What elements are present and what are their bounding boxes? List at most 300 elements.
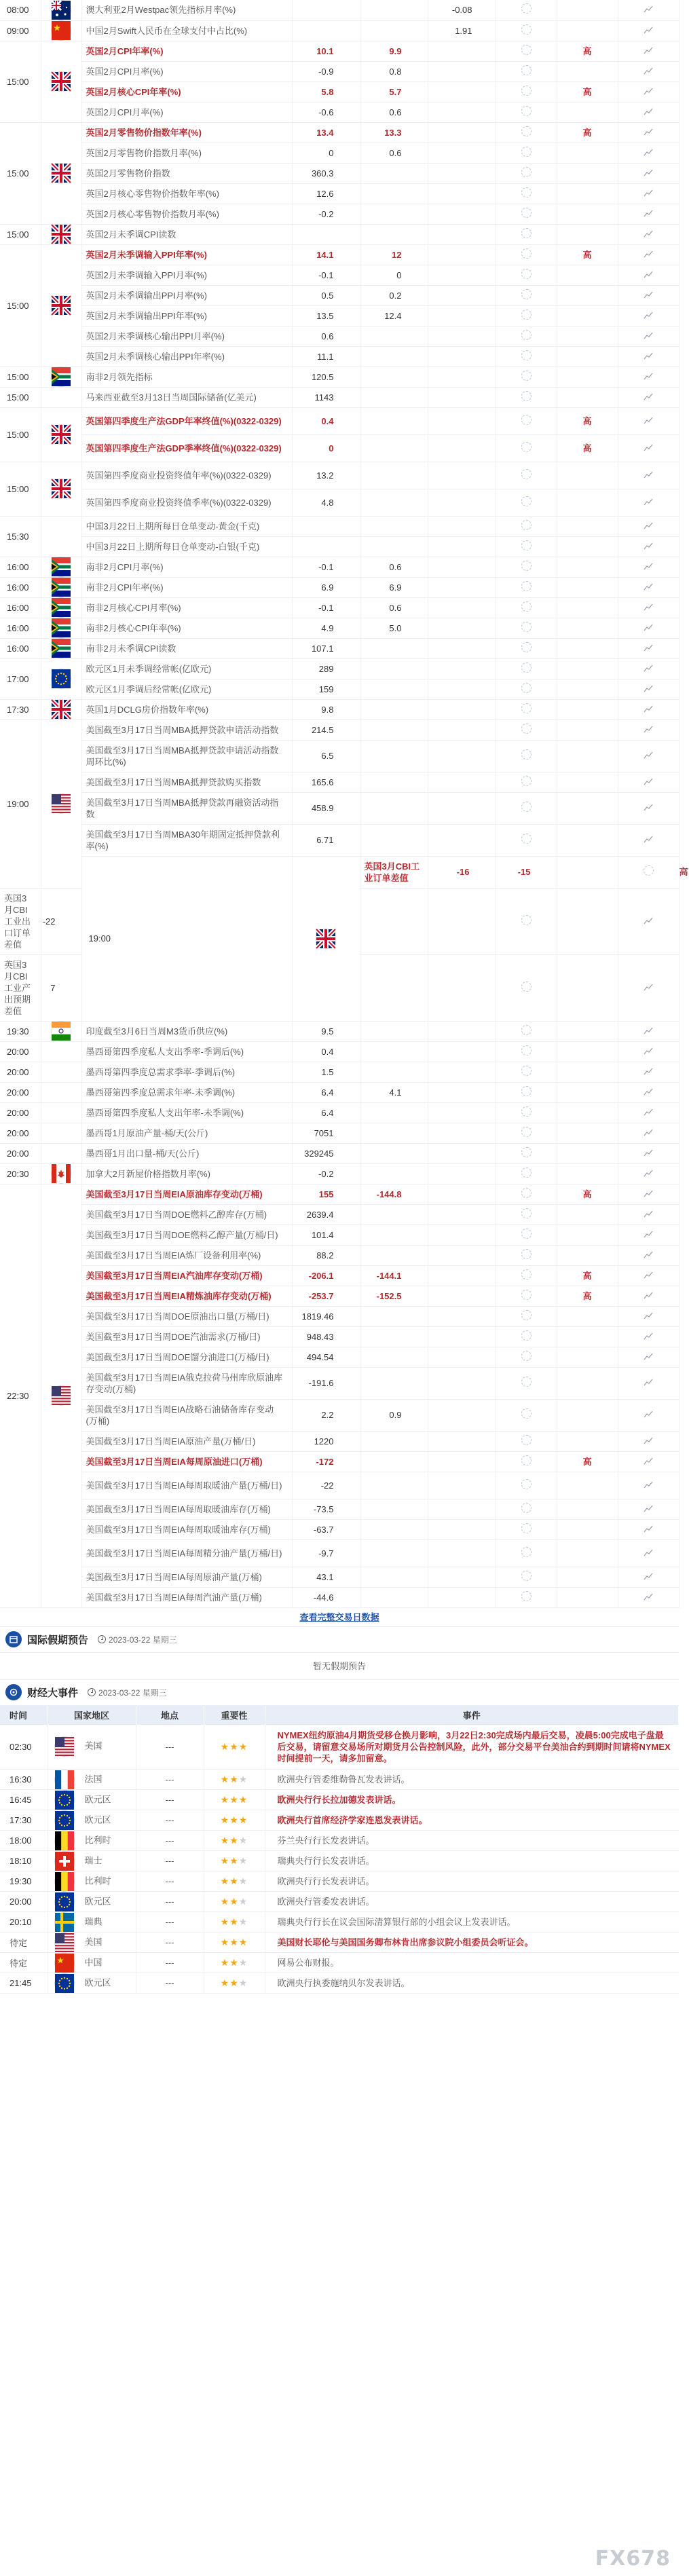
actual-value: 107.1 <box>292 638 360 658</box>
time-cell: 15:00 <box>0 387 41 407</box>
trend-chart-icon[interactable] <box>644 4 653 12</box>
time-cell: 17:30 <box>0 699 41 720</box>
importance-badge <box>557 346 618 367</box>
loading-dial-icon <box>521 3 532 14</box>
chart-link-cell[interactable] <box>618 434 679 462</box>
indicator-name: 欧元区1月季调后经常帐(亿欧元) <box>81 679 292 699</box>
chart-link-cell[interactable] <box>618 1123 679 1143</box>
previous-value <box>428 1367 496 1399</box>
star-icon: ★ <box>229 1774 239 1785</box>
indicator-name: 印度截至3月6日当周M3货币供应(%) <box>81 1021 292 1041</box>
chart-link-cell[interactable] <box>618 1431 679 1451</box>
actual-value: 11.1 <box>292 346 360 367</box>
trend-chart-icon[interactable] <box>644 916 653 923</box>
actual-value: 458.9 <box>292 792 360 824</box>
calendar-row <box>0 1123 679 1143</box>
trend-chart-icon[interactable] <box>644 1311 653 1318</box>
events-date-text: 2023-03-22 星期三 <box>98 1687 167 1698</box>
trend-chart-icon[interactable] <box>644 561 653 569</box>
trend-chart-icon[interactable] <box>644 1331 653 1339</box>
forecast-value <box>360 954 428 1021</box>
importance-stars <box>204 1725 265 1770</box>
forecast-value <box>360 740 428 772</box>
chart-link-cell[interactable] <box>618 1539 679 1567</box>
indicator-name: 墨西哥第四季度私人支出季率-季调后(%) <box>81 1041 292 1062</box>
trend-chart-icon[interactable] <box>644 724 653 732</box>
trend-chart-icon[interactable] <box>644 1409 653 1417</box>
event-time: 16:30 <box>0 1770 48 1790</box>
chart-link-cell[interactable] <box>618 954 679 1021</box>
trend-chart-icon[interactable] <box>644 1168 653 1176</box>
star-icon: ★ <box>238 1740 248 1752</box>
importance-badge <box>557 1347 618 1367</box>
importance-badge <box>557 618 618 638</box>
event-text: 欧洲央行管委维勒鲁瓦发表讲话。 <box>265 1770 679 1790</box>
chart-link-cell[interactable] <box>618 679 679 699</box>
view-full-data-link[interactable]: 查看完整交易日数据 <box>0 1608 679 1627</box>
chart-link-cell[interactable] <box>618 244 679 265</box>
dial-cell <box>496 102 557 122</box>
trend-chart-icon[interactable] <box>644 229 653 236</box>
trend-chart-icon[interactable] <box>644 86 653 94</box>
event-time: 18:00 <box>0 1831 48 1851</box>
trend-chart-icon[interactable] <box>644 643 653 650</box>
forecast-value <box>360 326 428 346</box>
chart-link-cell[interactable] <box>618 1286 679 1306</box>
indicator-name: 英国2月核心零售物价指数年率(%) <box>81 183 292 204</box>
loading-dial-icon <box>521 442 532 452</box>
chart-link-cell[interactable] <box>618 387 679 407</box>
star-icon: ★ <box>238 1875 248 1886</box>
actual-value: 120.5 <box>292 367 360 387</box>
trend-chart-icon[interactable] <box>644 802 653 810</box>
indicator-name: 英国2月未季调输出PPI年率(%) <box>81 305 292 326</box>
chart-link-cell[interactable] <box>618 265 679 285</box>
events-table <box>0 1706 679 1994</box>
uk-flag-icon <box>52 296 71 315</box>
dial-cell <box>496 1286 557 1306</box>
chart-link-cell[interactable] <box>618 1225 679 1245</box>
importance-badge: 高 <box>557 407 618 434</box>
calendar-row <box>0 1306 679 1326</box>
loading-dial-icon <box>521 469 532 479</box>
chart-link-cell[interactable] <box>618 658 679 679</box>
forecast-value: 12 <box>360 244 428 265</box>
importance-badge <box>557 1082 618 1102</box>
chart-link-cell[interactable] <box>618 122 679 143</box>
chart-link-cell[interactable] <box>618 1519 679 1539</box>
importance-badge <box>557 367 618 387</box>
chart-link-cell[interactable] <box>618 1102 679 1123</box>
trend-chart-icon[interactable] <box>644 331 653 338</box>
chart-link-cell[interactable] <box>618 1367 679 1399</box>
indicator-name: 英国2月零售物价指数月率(%) <box>81 143 292 163</box>
loading-dial-icon <box>521 1503 532 1513</box>
trend-chart-icon[interactable] <box>644 541 653 548</box>
trend-chart-icon[interactable] <box>644 1377 653 1385</box>
time-cell: 22:30 <box>0 1184 41 1607</box>
chart-link-cell[interactable] <box>618 1082 679 1102</box>
trend-chart-icon[interactable] <box>644 1480 653 1487</box>
actual-value <box>292 224 360 244</box>
calendar-row <box>0 1326 679 1347</box>
event-time: 02:30 <box>0 1725 48 1770</box>
trend-chart-icon[interactable] <box>644 982 653 990</box>
sweden-flag-icon <box>55 1913 74 1932</box>
chart-link-cell[interactable] <box>618 462 679 489</box>
importance-badge: 高 <box>557 244 618 265</box>
previous-value <box>428 1286 496 1306</box>
events-section-header <box>0 1680 679 1706</box>
forecast-value: 0.9 <box>360 1399 428 1431</box>
loading-dial-icon <box>521 1106 532 1117</box>
indicator-name: 英国第四季度生产法GDP年率终值(%)(0322-0329) <box>81 407 292 434</box>
trend-chart-icon[interactable] <box>644 663 653 671</box>
trend-chart-icon[interactable] <box>644 470 653 477</box>
south-africa-flag-icon <box>52 618 71 637</box>
previous-value <box>428 792 496 824</box>
trend-chart-icon[interactable] <box>644 168 653 175</box>
previous-value <box>428 536 496 557</box>
chart-link-cell[interactable] <box>618 1163 679 1184</box>
indicator-name: 英国第四季度商业投资终值季率(%)(0322-0329) <box>81 489 292 516</box>
trend-chart-icon[interactable] <box>644 1127 653 1135</box>
importance-stars <box>204 1790 265 1810</box>
eu-flag-icon <box>55 1811 74 1830</box>
indicator-name: 英国2月未季调输出PPI月率(%) <box>81 285 292 305</box>
forecast-value <box>360 434 428 462</box>
previous-value <box>428 41 496 61</box>
previous-value <box>428 888 496 954</box>
previous-value <box>428 407 496 434</box>
trend-chart-icon[interactable] <box>644 1209 653 1216</box>
chart-link-cell[interactable] <box>618 1265 679 1286</box>
trend-chart-icon[interactable] <box>644 777 653 784</box>
event-row <box>0 1871 679 1892</box>
trend-chart-icon[interactable] <box>644 1046 653 1053</box>
trend-chart-icon[interactable] <box>644 1250 653 1257</box>
france-flag-icon <box>55 1770 74 1789</box>
importance-badge <box>557 102 618 122</box>
calendar-row <box>0 679 679 699</box>
previous-value <box>428 1499 496 1519</box>
calendar-row <box>0 183 679 204</box>
chart-link-cell[interactable] <box>618 20 679 41</box>
star-rating <box>221 1835 248 1846</box>
calendar-row <box>0 81 679 102</box>
actual-value: 159 <box>292 679 360 699</box>
chart-link-cell[interactable] <box>618 1587 679 1607</box>
chart-link-cell[interactable] <box>618 577 679 597</box>
chart-link-cell[interactable] <box>618 81 679 102</box>
calendar-row <box>0 516 679 536</box>
star-icon: ★ <box>229 1740 239 1752</box>
chart-link-cell[interactable] <box>618 1184 679 1204</box>
loading-dial-icon <box>521 1408 532 1419</box>
actual-value: -0.2 <box>292 204 360 224</box>
star-icon: ★ <box>238 1957 248 1968</box>
forecast-value: -152.5 <box>360 1286 428 1306</box>
trend-chart-icon[interactable] <box>644 208 653 216</box>
trend-chart-icon[interactable] <box>644 582 653 589</box>
trend-chart-icon[interactable] <box>644 684 653 691</box>
trend-chart-icon[interactable] <box>644 107 653 114</box>
trend-chart-icon[interactable] <box>679 866 689 874</box>
trend-chart-icon[interactable] <box>644 1548 653 1555</box>
trend-chart-icon[interactable] <box>644 1026 653 1033</box>
chart-link-cell[interactable] <box>618 41 679 61</box>
actual-value: -63.7 <box>292 1519 360 1539</box>
chart-link-cell[interactable] <box>618 305 679 326</box>
trend-chart-icon[interactable] <box>644 443 653 450</box>
chart-link-cell[interactable] <box>618 1143 679 1163</box>
previous-value <box>428 462 496 489</box>
indicator-name: 英国3月CBI工业订单差值 <box>360 856 428 888</box>
chart-link-cell[interactable] <box>618 1451 679 1472</box>
dial-cell <box>496 1587 557 1607</box>
trend-chart-icon[interactable] <box>644 1592 653 1599</box>
previous-value <box>428 1451 496 1472</box>
calendar-row <box>0 699 679 720</box>
time-cell: 15:30 <box>0 516 41 557</box>
loading-dial-icon <box>521 1435 532 1445</box>
trend-chart-icon[interactable] <box>644 1148 653 1155</box>
dial-cell <box>496 1306 557 1326</box>
trend-chart-icon[interactable] <box>644 704 653 711</box>
actual-value: -206.1 <box>292 1265 360 1286</box>
importance-badge <box>557 61 618 81</box>
indicator-name: 南非2月核心CPI年率(%) <box>81 618 292 638</box>
chart-link-cell[interactable] <box>618 407 679 434</box>
trend-chart-icon[interactable] <box>644 497 653 504</box>
trend-chart-icon[interactable] <box>644 127 653 134</box>
loading-dial-icon <box>521 1066 532 1076</box>
chart-link-cell[interactable] <box>618 102 679 122</box>
importance-badge <box>557 326 618 346</box>
chart-link-cell[interactable] <box>618 1204 679 1225</box>
forecast-value: 0.6 <box>360 597 428 618</box>
dial-cell <box>496 163 557 183</box>
previous-value <box>428 1245 496 1265</box>
calendar-row <box>0 1143 679 1163</box>
chart-link-cell[interactable] <box>618 1021 679 1041</box>
trend-chart-icon[interactable] <box>644 1107 653 1115</box>
trend-chart-icon[interactable] <box>644 1456 653 1463</box>
chart-link-cell[interactable] <box>618 0 679 20</box>
event-text: 欧洲央行行长拉加德发表讲话。 <box>265 1790 679 1810</box>
chart-link-cell[interactable] <box>618 1245 679 1265</box>
dial-cell <box>496 597 557 618</box>
trend-chart-icon[interactable] <box>644 290 653 297</box>
dial-cell <box>496 1021 557 1041</box>
chart-link-cell[interactable] <box>618 516 679 536</box>
actual-value: -16 <box>428 856 496 888</box>
chart-link-cell[interactable] <box>618 61 679 81</box>
previous-value <box>428 679 496 699</box>
chart-link-cell[interactable] <box>618 224 679 244</box>
star-icon: ★ <box>238 1794 248 1805</box>
trend-chart-icon[interactable] <box>644 25 653 33</box>
trend-chart-icon[interactable] <box>644 1524 653 1531</box>
trend-chart-icon[interactable] <box>644 310 653 318</box>
calendar-row <box>0 597 679 618</box>
dial-cell <box>496 462 557 489</box>
calendar-row <box>0 1204 679 1225</box>
previous-value <box>428 346 496 367</box>
actual-value: -0.1 <box>292 597 360 618</box>
star-icon: ★ <box>220 1855 230 1866</box>
trend-chart-icon[interactable] <box>644 1351 653 1359</box>
chart-link-cell[interactable] <box>618 720 679 740</box>
calendar-row <box>0 41 679 61</box>
trend-chart-icon[interactable] <box>644 602 653 610</box>
chart-link-cell[interactable] <box>618 1567 679 1587</box>
importance-badge <box>557 1143 618 1163</box>
chart-link-cell[interactable] <box>618 183 679 204</box>
chart-link-cell[interactable] <box>618 557 679 577</box>
trend-chart-icon[interactable] <box>644 351 653 358</box>
region-name: 法国 <box>84 1773 103 1784</box>
chart-link-cell[interactable] <box>618 489 679 516</box>
chart-link-cell[interactable] <box>618 1326 679 1347</box>
chart-link-cell[interactable] <box>618 285 679 305</box>
flag-cell <box>41 1143 81 1163</box>
calendar-row <box>0 536 679 557</box>
event-location: --- <box>136 1933 204 1953</box>
actual-value: 13.2 <box>292 462 360 489</box>
trend-chart-icon[interactable] <box>644 521 653 528</box>
trend-chart-icon[interactable] <box>644 1290 653 1298</box>
indicator-name: 美国截至3月17日当周MBA抵押贷款申请活动指数 <box>81 720 292 740</box>
calendar-row <box>0 1245 679 1265</box>
star-icon: ★ <box>229 1835 239 1846</box>
trend-chart-icon[interactable] <box>644 1229 653 1237</box>
trend-chart-icon[interactable] <box>644 750 653 758</box>
forecast-value <box>360 224 428 244</box>
trend-chart-icon[interactable] <box>644 1504 653 1511</box>
loading-dial-icon <box>521 1188 532 1198</box>
dial-cell <box>496 61 557 81</box>
chart-link-cell[interactable] <box>618 346 679 367</box>
chart-link-cell[interactable] <box>618 1041 679 1062</box>
actual-value: 9.8 <box>292 699 360 720</box>
chart-link-cell[interactable] <box>618 1347 679 1367</box>
importance-badge <box>557 1163 618 1184</box>
chart-link-cell[interactable] <box>618 792 679 824</box>
events-date <box>88 1687 167 1698</box>
trend-chart-icon[interactable] <box>644 1270 653 1277</box>
chart-link-cell[interactable] <box>618 638 679 658</box>
loading-dial-icon <box>521 330 532 340</box>
event-location: --- <box>136 1790 204 1810</box>
chart-link-cell[interactable] <box>618 772 679 792</box>
chart-link-cell[interactable] <box>618 1062 679 1082</box>
actual-value: -44.6 <box>292 1587 360 1607</box>
trend-chart-icon[interactable] <box>644 249 653 257</box>
time-cell: 16:00 <box>0 597 41 618</box>
importance-badge: 高 <box>557 1451 618 1472</box>
chart-link-cell[interactable] <box>618 1499 679 1519</box>
actual-value: 6.71 <box>292 824 360 856</box>
importance-badge <box>557 1519 618 1539</box>
chart-link-cell[interactable] <box>618 163 679 183</box>
trend-chart-icon[interactable] <box>644 269 653 277</box>
region-name: 欧元区 <box>84 1793 111 1804</box>
chart-link-cell[interactable] <box>618 824 679 856</box>
event-text: 欧洲央行首席经济学家连恩发表讲话。 <box>265 1810 679 1831</box>
indicator-name: 墨西哥第四季度总需求季率-季调后(%) <box>81 1062 292 1082</box>
chart-link-cell[interactable] <box>618 143 679 163</box>
chart-link-cell[interactable] <box>618 740 679 772</box>
col-time: 时间 <box>0 1706 48 1725</box>
trend-chart-icon[interactable] <box>644 1571 653 1579</box>
importance-badge <box>557 1306 618 1326</box>
chart-link-cell[interactable] <box>618 597 679 618</box>
chart-link-cell[interactable] <box>618 1306 679 1326</box>
trend-chart-icon[interactable] <box>644 392 653 399</box>
event-text: NYMEX纽约原油4月期货受移仓换月影响，3月22日2:30完成场内最后交易，凌晨5:00完成电子盘最后交易，请留意交易场所对期货月公告控制风险，此外，部分交易平台美油合约到期时间请将NYMEX时间提前一天，请多加留意。 <box>265 1725 679 1770</box>
clock-icon <box>98 1635 106 1643</box>
loading-dial-icon <box>521 496 532 506</box>
dial-cell <box>496 1367 557 1399</box>
loading-dial-icon <box>521 208 532 218</box>
chart-link-cell[interactable] <box>618 699 679 720</box>
trend-chart-icon[interactable] <box>644 45 653 53</box>
trend-chart-icon[interactable] <box>644 371 653 379</box>
chart-link-cell[interactable] <box>618 1472 679 1499</box>
trend-chart-icon[interactable] <box>644 1189 653 1196</box>
importance-badge <box>557 204 618 224</box>
chart-link-cell[interactable] <box>618 204 679 224</box>
chart-link-cell[interactable] <box>618 326 679 346</box>
chart-link-cell[interactable] <box>618 536 679 557</box>
trend-chart-icon[interactable] <box>644 147 653 155</box>
trend-chart-icon[interactable] <box>644 1066 653 1074</box>
trend-chart-icon[interactable] <box>644 1436 653 1443</box>
actual-value: 0 <box>292 434 360 462</box>
time-cell: 15:00 <box>0 224 41 244</box>
trend-chart-icon[interactable] <box>644 1087 653 1094</box>
flag-cell <box>41 1021 81 1041</box>
loading-dial-icon <box>521 703 532 713</box>
forecast-value <box>360 1245 428 1265</box>
forecast-value <box>360 387 428 407</box>
chart-link-cell[interactable] <box>618 367 679 387</box>
event-time: 18:10 <box>0 1851 48 1871</box>
importance-badge <box>557 0 618 20</box>
indicator-name: 美国截至3月17日当周EIA每周取暖油库存(万桶) <box>81 1519 292 1539</box>
chart-link-cell[interactable] <box>618 888 679 954</box>
importance-badge <box>557 1567 618 1587</box>
trend-chart-icon[interactable] <box>644 188 653 195</box>
loading-dial-icon <box>521 622 532 632</box>
star-icon: ★ <box>229 1814 239 1825</box>
holiday-date <box>98 1634 177 1645</box>
event-region <box>48 1953 136 1973</box>
calendar-row <box>0 1286 679 1306</box>
trend-chart-icon[interactable] <box>644 415 653 423</box>
chart-link-cell[interactable] <box>618 618 679 638</box>
loading-dial-icon <box>521 834 532 844</box>
chart-link-cell[interactable] <box>618 1399 679 1431</box>
trend-chart-icon[interactable] <box>644 622 653 630</box>
importance-badge <box>557 516 618 536</box>
forecast-value <box>360 679 428 699</box>
forecast-value <box>360 1519 428 1539</box>
trend-chart-icon[interactable] <box>644 66 653 73</box>
trend-chart-icon[interactable] <box>644 834 653 842</box>
indicator-name: 美国截至3月17日当周EIA精炼油库存变动(万桶) <box>81 1286 292 1306</box>
